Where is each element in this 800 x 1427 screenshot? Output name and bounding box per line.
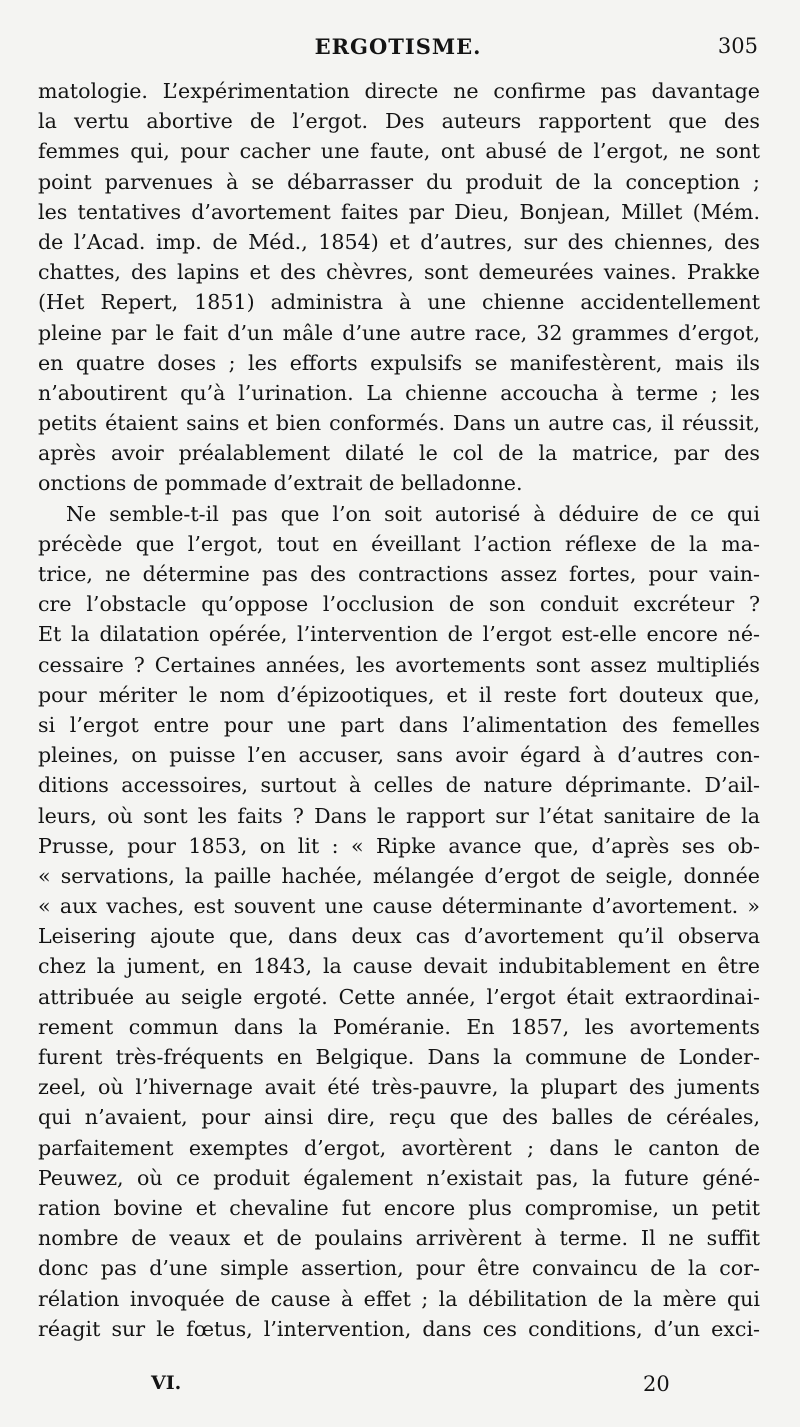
text-line: Leisering ajoute que, dans deux cas d’avortement qu’il observa (38, 924, 760, 949)
text-line: zeel, où l’hivernage avait été très-pauvre, la plupart des juments (38, 1075, 760, 1100)
text-line: chez la jument, en 1843, la cause devait indubitablement en être (38, 954, 760, 979)
text-line: nombre de veaux et de poulains arrivèrent à terme. Il ne suffit (38, 1226, 760, 1251)
text-line: point parvenues à se débarrasser du produit de la conception ; (38, 169, 760, 194)
text-line: Ne semble-t-il pas que l’on soit autorisé à déduire de ce qui (66, 501, 760, 526)
text-line: n’aboutirent qu’à l’urination. La chienne accoucha à terme ; les (38, 380, 760, 405)
text-line: « servations, la paille hachée, mélangée d’ergot de seigle, donnée (38, 863, 760, 888)
text-line: cessaire ? Certaines années, les avortements sont assez multipliés (38, 652, 760, 677)
text-line: leurs, où sont les faits ? Dans le rapport sur l’état sanitaire de la (38, 803, 760, 828)
page-header (38, 34, 758, 60)
text-line: Peuwez, où ce produit également n’existait pas, la future géné- (38, 1165, 760, 1190)
text-line: précède que l’ergot, tout en éveillant l’action réflexe de la ma- (38, 531, 760, 556)
text-line: « aux vaches, est souvent une cause déterminante d’avortement. » (38, 894, 760, 919)
text-line: après avoir préalablement dilaté le col de la matrice, par des (38, 441, 760, 466)
text-line: (Het Repert, 1851) administra à une chienne accidentellement (38, 290, 760, 315)
text-line: petits étaient sains et bien conformés. Dans un autre cas, il réussit, (38, 411, 760, 436)
body-text (38, 76, 760, 1344)
text-line: cre l’obstacle qu’oppose l’occlusion de son conduit excréteur ? (38, 592, 760, 617)
text-line: donc pas d’une simple assertion, pour être convaincu de la cor- (38, 1256, 760, 1281)
text-line: en quatre doses ; les efforts expulsifs se manifestèrent, mais ils (38, 350, 760, 375)
text-line: parfaitement exemptes d’ergot, avortèrent ; dans le canton de (38, 1135, 760, 1160)
signature-mark: VI. (151, 1372, 182, 1394)
text-line: rement commun dans la Poméranie. En 1857, les avortements (38, 1014, 760, 1039)
text-line: attribuée au seigle ergoté. Cette année, l’ergot était extraordinai- (38, 984, 760, 1009)
text-line: pour mériter le nom d’épizootiques, et il reste fort douteux que, (38, 682, 760, 707)
text-line: Prusse, pour 1853, on lit : « Ripke avance que, d’après ses ob- (38, 833, 760, 858)
text-line: Et la dilatation opérée, l’intervention de l’ergot est-elle encore né- (38, 622, 760, 647)
text-line: les tentatives d’avortement faites par Dieu, Bonjean, Millet (Mém. (38, 199, 760, 224)
text-line: furent très-fréquents en Belgique. Dans la commune de Londer- (38, 1045, 760, 1069)
text-line: pleines, on puisse l’en accuser, sans avoir égard à d’autres con- (38, 743, 760, 768)
text-line: femmes qui, pour cacher une faute, ont abusé de l’ergot, ne sont (38, 139, 760, 164)
text-line: pleine par le fait d’un mâle d’une autre race, 32 grammes d’ergot, (38, 320, 760, 345)
page-number: 305 (717, 34, 758, 58)
text-line: qui n’avaient, pour ainsi dire, reçu que des balles de céréales, (38, 1105, 760, 1130)
text-line: si l’ergot entre pour une part dans l’alimentation des femelles (38, 712, 760, 737)
text-line: ration bovine et chevaline fut encore plus compromise, un petit (38, 1195, 760, 1220)
text-line: la vertu abortive de l’ergot. Des auteurs rapportent que des (38, 109, 760, 134)
text-line: matologie. L’expérimentation directe ne confirme pas davantage (38, 79, 760, 103)
text-line: rélation invoquée de cause à effet ; la débilitation de la mère qui (38, 1286, 760, 1311)
text-line: de l’Acad. imp. de Méd., 1854) et d’autres, sur des chiennes, des (38, 229, 760, 254)
text-line: réagit sur le fœtus, l’intervention, dans ces conditions, d’un exci- (38, 1316, 760, 1341)
text-line: trice, ne détermine pas des contractions assez fortes, pour vain- (38, 562, 760, 586)
sheet-number: 20 (643, 1372, 670, 1396)
text-line: ditions accessoires, surtout à celles de nature déprimante. D’ail- (38, 773, 760, 798)
text-line: chattes, des lapins et des chèvres, sont demeurées vaines. Prakke (38, 260, 760, 285)
running-title: ERGOTISME. (314, 34, 482, 59)
page-footer (38, 1372, 760, 1402)
text-line: onctions de pommade d’extrait de belladonne. (38, 471, 523, 496)
